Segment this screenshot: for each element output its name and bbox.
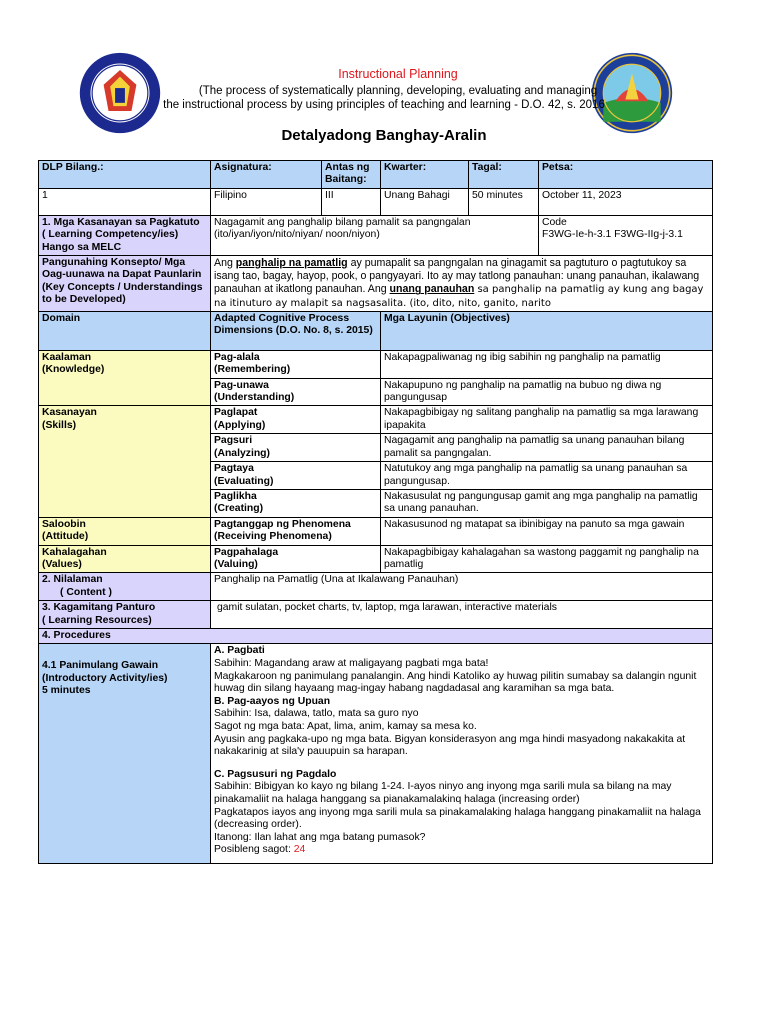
- attendance-text: Sabihin: Bibigyan ko kayo ng bilang 1-24. I-ayos ninyo ang inyong mga sarili mula sa bilang na may pinakamaliit na halaga hanggang sa pianakamalakinq halaga (increasing order): [214, 781, 672, 805]
- objective-row: [39, 517, 713, 545]
- document-title: Detalyadong Banghay-Aralin: [281, 127, 487, 144]
- grade-level-value: III: [322, 188, 381, 215]
- content-text: Panghalip na Pamatlig (Una at Ikalawang Panauhan): [211, 573, 713, 601]
- possible-answer: Posibleng sagot: 24: [214, 844, 306, 856]
- dlp-number-header: DLP Bilang.:: [39, 161, 211, 189]
- procedures-label: 4. Procedures: [39, 628, 713, 643]
- competency-row: [39, 215, 713, 255]
- seat-arrangement-text: Ayusin ang pagkaka-upo ng mga bata. Bigyan konsiderasyon ang mga hindi masyadong nakakakita at nakakarinig at sila'y pauupuin sa harapan.: [214, 733, 686, 758]
- seat-arrangement-title: B. Pag-aayos ng Upuan: [214, 695, 331, 707]
- domain-header-row: [39, 311, 713, 350]
- header-description-line1: (The process of systematically planning, developing, evaluating and managing: [198, 85, 598, 97]
- resources-text: gamit sulatan, pocket charts, tv, laptop, mga larawan, interactive materials: [211, 601, 713, 629]
- objective-text: Natutukoy ang mga panghalip na pamatlig sa unang panauhan sa pangungusap.: [381, 462, 713, 490]
- objective-dimension: Pagtanggap ng Phenomena (Receiving Phenomena): [211, 517, 381, 545]
- resources-label: 3. Kagamitang Panturo ( Learning Resources): [39, 601, 211, 629]
- lesson-plan-table: [38, 160, 713, 864]
- objective-text: Nakasusulat ng pangungusap gamit ang mga panghalip na pamatlig sa unang panauhan.: [381, 489, 713, 517]
- content-label: 2. Nilalaman ( Content ): [39, 573, 211, 601]
- competency-code: Code F3WG-Ie-h-3.1 F3WG-IIg-j-3.1: [539, 215, 713, 255]
- objective-dimension: Pag-alala (Remembering): [211, 350, 381, 378]
- objective-row: [39, 545, 713, 573]
- info-header-row: [39, 161, 713, 189]
- header-description-line2: the instructional process by using principles of teaching and learning - D.O. 42, s. 2016: [163, 99, 605, 111]
- duration-value: 50 minutes: [469, 188, 539, 215]
- objective-dimension: Paglikha (Creating): [211, 489, 381, 517]
- objectives-header: Mga Layunin (Objectives): [381, 311, 713, 350]
- objective-row: [39, 350, 713, 378]
- subject-header: Asignatura:: [211, 161, 322, 189]
- objective-row: [39, 406, 713, 434]
- objective-dimension: Pag-unawa (Understanding): [211, 378, 381, 406]
- attendance-text: Itanong: Ilan lahat ang mga batang pumasok?: [214, 831, 426, 843]
- date-header: Petsa:: [539, 161, 713, 189]
- seat-arrangement-text: Sagot ng mga bata: Apat, lima, anim, kamay sa mesa ko.: [214, 720, 477, 732]
- introductory-activity-row: [39, 644, 713, 864]
- knowledge-domain: Kaalaman (Knowledge): [39, 350, 211, 406]
- objective-text: Nakapagbibigay kahalagahan sa wastong paggamit ng panghalip na pamatlig: [381, 545, 713, 573]
- subject-value: Filipino: [211, 188, 322, 215]
- competency-text: Nagagamit ang panghalip bilang pamalit sa pangngalan (ito/iyan/iyon/nito/niyan/ noon/niyon): [211, 215, 539, 255]
- dimension-header: Adapted Cognitive Process Dimensions (D.O. No. 8, s. 2015): [211, 311, 381, 350]
- attendance-text: Pagkatapos iayos ang inyong mga sarili mula sa pinakamalaking halaga hanggang pinakamaliit na halaga (decreasing order).: [214, 806, 701, 831]
- greeting-text: Sabihin: Magandang araw at maligayang pagbati mga bata!: [214, 657, 489, 669]
- attendance-title: C. Pagsusuri ng Pagdalo: [214, 768, 337, 780]
- objective-text: Nakapagpaliwanag ng ibig sabihin ng panghalip na pamatlig: [381, 350, 713, 378]
- greeting-text: Magkakaroon ng panimulang panalangin. Ang hindi Katoliko ay huwag pilitin sumabay sa dalangin ngunit huwag din silang hayaang mag-ingay habang nagdadasal ang karamihan sa mga bata.: [214, 670, 697, 695]
- objective-text: Nakapagbibigay ng salitang panghalip na pamatlig sa mga larawang ipapakita: [381, 406, 713, 434]
- skills-domain: Kasanayan (Skills): [39, 406, 211, 517]
- introductory-activity-content: [211, 644, 713, 864]
- objective-text: Nakapupuno ng panghalip na pamatlig na bubuo ng diwa ng pangungusap: [381, 378, 713, 406]
- objective-text: Nagagamit ang panghalip na pamatlig sa unang panauhan bilang pamalit sa pangngalan.: [381, 434, 713, 462]
- quarter-header: Kwarter:: [381, 161, 469, 189]
- objective-dimension: Pagsuri (Analyzing): [211, 434, 381, 462]
- competency-label: 1. Mga Kasanayan sa Pagkatuto ( Learning Competency/ies) Hango sa MELC: [39, 215, 211, 255]
- procedures-header-row: [39, 628, 713, 643]
- key-concepts-label: Pangunahing Konsepto/ Mga Oag-uunawa na Dapat Paunlarin (Key Concepts / Understandings to be Developed): [39, 256, 211, 312]
- seat-arrangement-text: Sabihin: Isa, dalawa, tatlo, mata sa guro nyo: [214, 708, 419, 720]
- objective-dimension: Pagtaya (Evaluating): [211, 462, 381, 490]
- domain-header: Domain: [39, 311, 211, 350]
- introductory-activity-label: 4.1 Panimulang Gawain (Introductory Activity/ies) 5 minutes: [39, 644, 211, 864]
- resources-row: [39, 601, 713, 629]
- dlp-number-value: 1: [39, 188, 211, 215]
- duration-header: Tagal:: [469, 161, 539, 189]
- info-value-row: [39, 188, 713, 215]
- attitude-domain: Saloobin (Attitude): [39, 517, 211, 545]
- key-concepts-row: [39, 256, 713, 312]
- greeting-title: A. Pagbati: [214, 645, 265, 657]
- key-concepts-text: Ang panghalip na pamatlig ay pumapalit sa pangngalan na ginagamit sa pagtuturo o pagtutukoy sa isang tao, bagay, hayop, pook, o pangyayari. Ito ay may tatlong panauhan: unang panauhan, ikalawang panauhan at ikatlong panauhan. Ang unang panauhan sa panghalip na pamatlig ay kung ang bagay na itinuturo ay malapit sa nagsasalita. (ito, dito, nito, ganito, narito: [211, 256, 713, 312]
- possible-answer-value: 24: [293, 844, 306, 856]
- objective-dimension: Pagpahalaga (Valuing): [211, 545, 381, 573]
- grade-level-header: Antas ng Baitang:: [322, 161, 381, 189]
- date-value: October 11, 2023: [539, 188, 713, 215]
- objective-text: Nakasusunod ng matapat sa ibinibigay na panuto sa mga gawain: [381, 517, 713, 545]
- objective-dimension: Paglapat (Applying): [211, 406, 381, 434]
- values-domain: Kahalagahan (Values): [39, 545, 211, 573]
- content-row: [39, 573, 713, 601]
- header-title: Instructional Planning: [338, 67, 458, 81]
- quarter-value: Unang Bahagi: [381, 188, 469, 215]
